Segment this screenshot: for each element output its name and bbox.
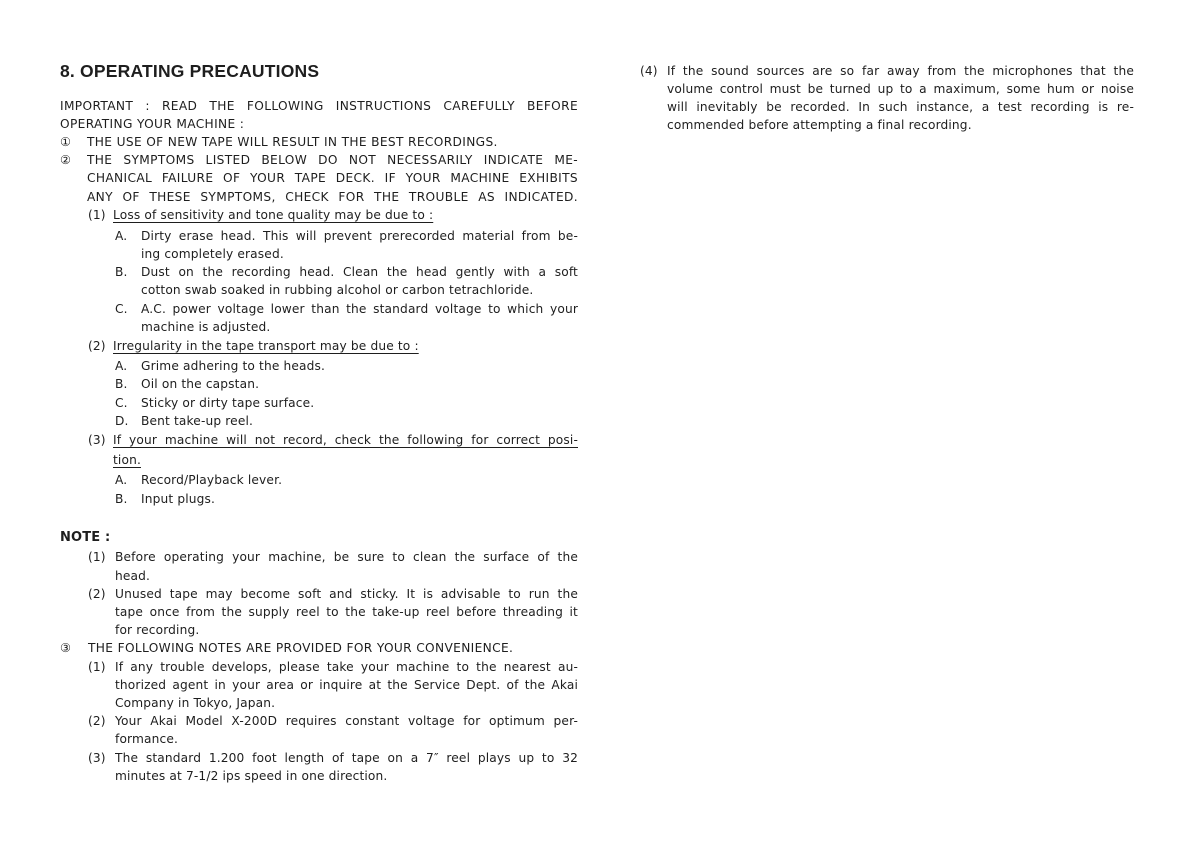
- note-2-line-2: tape once from the supply reel to the take-up reel before threading it: [115, 605, 578, 619]
- point-2-line-1: THE SYMPTOMS LISTED BELOW DO NOT NECESSARILY INDICATE ME-: [87, 153, 578, 167]
- point-1-text: THE USE OF NEW TAPE WILL RESULT IN THE BEST RECORDINGS.: [87, 135, 498, 149]
- s1-item-a-line-1: Dirty erase head. This will prevent prerecorded material from be-: [141, 229, 578, 243]
- p3-item-1-line-3: Company in Tokyo, Japan.: [115, 696, 276, 710]
- note-2-line-3: for recording.: [115, 623, 200, 637]
- note-label: NOTE :: [60, 530, 111, 545]
- p3-item-3-line-1: The standard 1.200 foot length of tape on a 7″ reel plays up to 32: [115, 751, 578, 765]
- section-1-number: (1): [88, 208, 106, 222]
- p3-item-1-number: (1): [88, 660, 106, 674]
- s2-item-a-text: Grime adhering to the heads.: [141, 359, 326, 373]
- point-2-line-2: CHANICAL FAILURE OF YOUR TAPE DECK. IF YOUR MACHINE EXHIBITS: [87, 171, 578, 185]
- p3-item-3-line-2: minutes at 7-1/2 ips speed in one direction.: [115, 769, 388, 783]
- p3-item-4-number: (4): [640, 64, 658, 78]
- point-2-line-3: ANY OF THESE SYMPTOMS, CHECK FOR THE TROUBLE AS INDICATED.: [87, 190, 578, 204]
- note-1-line-2: head.: [115, 569, 151, 583]
- s1-item-b-line-1: Dust on the recording head. Clean the head gently with a soft: [141, 265, 578, 279]
- s1-item-c-line-1: A.C. power voltage lower than the standard voltage to which your: [141, 302, 578, 316]
- point-3-marker: ③: [60, 641, 72, 655]
- point-2-marker: ②: [60, 153, 72, 167]
- important-line-2: OPERATING YOUR MACHINE :: [60, 117, 245, 131]
- note-2-number: (2): [88, 587, 106, 601]
- note-1-line-1: Before operating your machine, be sure to clean the surface of the: [115, 550, 578, 564]
- section-2-heading: Irregularity in the tape transport may be due to :: [113, 339, 419, 353]
- s2-item-d-letter: D.: [115, 414, 129, 428]
- point-1-marker: ①: [60, 135, 72, 149]
- s3-item-b-letter: B.: [115, 492, 128, 506]
- section-3-number: (3): [88, 433, 106, 447]
- section-2-number: (2): [88, 339, 106, 353]
- s1-item-a-letter: A.: [115, 229, 128, 243]
- important-line-1: IMPORTANT : READ THE FOLLOWING INSTRUCTIONS CAREFULLY BEFORE: [60, 99, 578, 113]
- s2-item-c-text: Sticky or dirty tape surface.: [141, 396, 315, 410]
- s3-item-a-text: Record/Playback lever.: [141, 473, 283, 487]
- s1-item-b-line-2: cotton swab soaked in rubbing alcohol or carbon tetrachloride.: [141, 283, 534, 297]
- p3-item-4-line-2: volume control must be turned up to a maximum, some hum or noise: [667, 82, 1134, 96]
- s1-item-c-letter: C.: [115, 302, 128, 316]
- point-3-text: THE FOLLOWING NOTES ARE PROVIDED FOR YOUR CONVENIENCE.: [88, 641, 514, 655]
- s2-item-b-letter: B.: [115, 377, 128, 391]
- s1-item-c-line-2: machine is adjusted.: [141, 320, 271, 334]
- section-3-heading-line-1: If your machine will not record, check the following for correct posi-: [113, 433, 578, 447]
- s2-item-c-letter: C.: [115, 396, 128, 410]
- p3-item-1-line-1: If any trouble develops, please take your machine to the nearest au-: [115, 660, 578, 674]
- section-3-heading-line-2: tion.: [113, 453, 141, 467]
- s2-item-b-text: Oil on the capstan.: [141, 377, 260, 391]
- p3-item-4-line-3: will inevitably be recorded. In such instance, a test recording is re-: [667, 100, 1134, 114]
- section-1-heading: Loss of sensitivity and tone quality may be due to :: [113, 208, 434, 222]
- p3-item-2-number: (2): [88, 714, 106, 728]
- p3-item-3-number: (3): [88, 751, 106, 765]
- note-1-number: (1): [88, 550, 106, 564]
- p3-item-2-line-2: formance.: [115, 732, 179, 746]
- note-2-line-1: Unused tape may become soft and sticky. It is advisable to run the: [115, 587, 578, 601]
- page-title: 8. OPERATING PRECAUTIONS: [60, 61, 320, 81]
- p3-item-4-line-4: commended before attempting a final recording.: [667, 118, 972, 132]
- s1-item-a-line-2: ing completely erased.: [141, 247, 284, 261]
- s3-item-b-text: Input plugs.: [141, 492, 216, 506]
- s1-item-b-letter: B.: [115, 265, 128, 279]
- p3-item-2-line-1: Your Akai Model X-200D requires constant voltage for optimum per-: [115, 714, 578, 728]
- s2-item-d-text: Bent take-up reel.: [141, 414, 254, 428]
- p3-item-4-line-1: If the sound sources are so far away from the microphones that the: [667, 64, 1134, 78]
- s2-item-a-letter: A.: [115, 359, 128, 373]
- p3-item-1-line-2: thorized agent in your area or inquire at the Service Dept. of the Akai: [115, 678, 578, 692]
- s3-item-a-letter: A.: [115, 473, 128, 487]
